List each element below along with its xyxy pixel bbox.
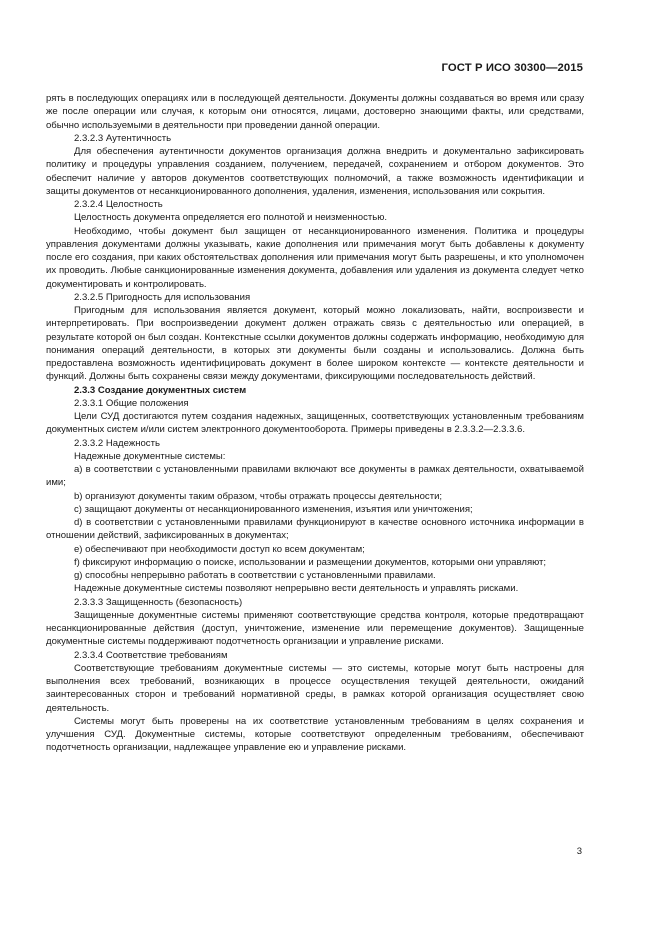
paragraph: Защищенные документные системы применяют соответствующие средства контроля, которые предотвращают несанкционированные действия (доступ, уничтожение, изменение или перемещение документов). Защищенные документные системы поддерживают подотчетность организации и управление рисками. [46, 609, 584, 648]
paragraph: 2.3.3.1 Общие положения [74, 397, 189, 409]
paragraph: Надежные документные системы позволяют непрерывно вести деятельность и управлять рисками. [74, 583, 519, 595]
paragraph: 2.3.3.4 Соответствие требованиям [74, 649, 228, 661]
paragraph: f) фиксируют информацию о поиске, использовании и размещении документов, которыми они управляют; [74, 556, 547, 568]
paragraph: 2.3.3.3 Защищенность (безопасность) [74, 596, 243, 608]
paragraph: рять в последующих операциях или в последующей деятельности. Документы должны создаваться во время или сразу же после операции или случая, к которым они относятся, лицами, достоверно знающими факты, или средствами, обычно используемыми в деятельности при проведении данной операции. [46, 93, 584, 131]
paragraph: c) защищают документы от несанкционированного изменения, изъятия или уничтожения; [74, 503, 473, 515]
paragraph: 2.3.2.4 Целостность [74, 199, 163, 210]
paragraph: Цели СУД достигаются путем создания надежных, защищенных, соответствующих установленным требованиям документных систем и/или систем электронного документооборота. Примеры приведены в 2.3.3.2—2.3.3.6. [46, 411, 584, 436]
paragraph: g) способны непрерывно работать в соответствии с установленными правилами. [74, 570, 436, 581]
paragraph: 2.3.2.5 Пригодность для использования [74, 291, 251, 303]
paragraph: b) организуют документы таким образом, чтобы отражать процессы деятельности; [74, 490, 443, 502]
paragraph: 2.3.3.2 Надежность [74, 437, 160, 449]
paragraph: e) обеспечивают при необходимости доступ ко всем документам; [74, 543, 365, 555]
standard-designation: ГОСТ Р ИСО 30300—2015 [441, 62, 583, 74]
paragraph: Необходимо, чтобы документ был защищен от несанкционированного изменения. Политика и процедуры управления документами должны указывать, какие дополнения или примечания могут быть добавлены к документу после его создания, при каких обстоятельствах дополнения или примечания могут быть разрешены, и кто уполномочен их проводить. Любые санкционированные изменения документа, добавления или удаления из документа следует четко документировать и контролировать. [46, 225, 584, 290]
paragraph: a) в соответствии с установленными правилами включают все документы в рамках деятельности, охватываемой ими; [46, 464, 584, 489]
paragraph: Соответствующие требованиям документные системы — это системы, которые могут быть настроены для выполнения всех требований, возникающих в процессе осуществления текущей деятельности, ожиданий заинтересованных сторон и требований нормативной среды, в рамках которой организация осуществляет свою деятельность. [46, 662, 584, 714]
paragraph: Целостность документа определяется его полнотой и неизменностью. [74, 212, 388, 224]
paragraph: d) в соответствии с установленными правилами функционируют в качестве основного источника информации в отношении действий, зафиксированных в документах; [46, 517, 584, 542]
section-heading: 2.3.3 Создание документных систем [74, 384, 247, 396]
paragraph: Пригодным для использования является документ, который можно локализовать, найти, воспроизвести и интерпретировать. При воспроизведении документ должен отражать связь с деятельностью или операцией, в результате которой он был создан. Контекстные ссылки документов должны содержать информацию, необходимую для понимания операций деятельности, в которых эти документы были созданы и использовались. Должна быть предоставлена возможность идентифицировать документ в более широком контексте — контексте деятельности и функций. Должны быть сохранены связи между документами, фиксирующими последовательность действий. [46, 305, 584, 383]
body-text [46, 92, 584, 755]
page-number: 3 [576, 846, 582, 857]
paragraph: 2.3.2.3 Аутентичность [74, 132, 172, 144]
paragraph: Системы могут быть проверены на их соответствие установленным требованиям в целях сохранения и улучшения СУД. Документные системы, которые соответствуют определенным требованиям, обеспечивают подотчетность организации, надлежащее управление ею и управление рисками. [46, 715, 584, 754]
paragraph: Надежные документные системы: [74, 450, 226, 462]
paragraph: Для обеспечения аутентичности документов организация должна внедрить и документально зафиксировать политику и процедуры управления созданием, получением, передачей, сохранением и отбором документов. Это обеспечит наличие у авторов документов соответствующих полномочий, а также возможность идентификации и защиты документов от несанкционированного дополнения, удаления, изменения, использования или сокрытия. [46, 146, 584, 197]
